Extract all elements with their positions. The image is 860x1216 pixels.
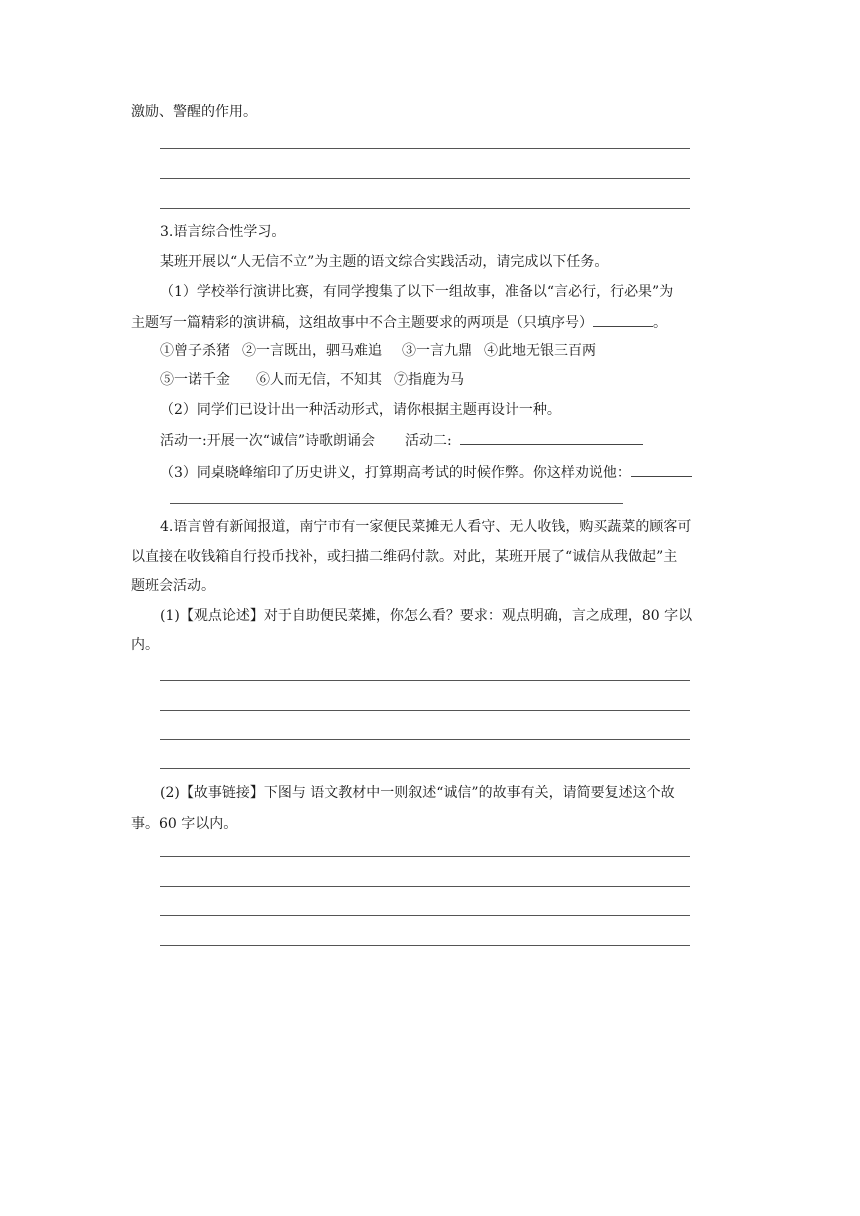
- q3-sub3: （3）同桌晓峰缩印了历史讲义，打算期高考试的时候作弊。你这样劝说他：: [160, 465, 631, 481]
- q3-sub1-line1: （1）学校举行演讲比赛，有同学搜集了以下一组故事，准备以“言必行，行必果”为: [160, 284, 674, 300]
- continued-text: 激励、警醒的作用。: [131, 104, 257, 120]
- q3-sub1-line2-text: 主题写一篇精彩的演讲稿，这组故事中不合主题要求的两项是（只填序号）: [131, 315, 593, 331]
- q4-intro-line3: 题班会活动。: [131, 578, 215, 594]
- answer-line[interactable]: [170, 503, 623, 504]
- answer-line[interactable]: [160, 739, 690, 740]
- answer-line[interactable]: [160, 945, 690, 946]
- q3-sub1-line2: 主题写一篇精彩的演讲稿，这组故事中不合主题要求的两项是（只填序号） 。: [131, 311, 667, 333]
- answer-blank[interactable]: [631, 461, 692, 477]
- activity-2-blank[interactable]: [460, 429, 643, 445]
- option-7: ⑦指鹿为马: [394, 372, 464, 388]
- q3-sub2: （2）同学们已设计出一种活动形式，请你根据主题再设计一种。: [160, 402, 561, 418]
- option-3: ③一言九鼎: [402, 343, 472, 359]
- activity-2-label: 活动二:: [405, 433, 452, 449]
- answer-line[interactable]: [160, 208, 690, 209]
- q4-intro-line2: 以直接在收钱箱自行投币找补，或扫描二维码付款。对此，某班开展了“诚信从我做起”主: [131, 549, 678, 565]
- q4-intro-line1: 4.语言曾有新闻报道，南宁市有一家便民菜摊无人看守、无人收钱，购买蔬菜的顾客可: [160, 519, 692, 535]
- option-6: ⑥人而无信，不知其: [256, 372, 382, 388]
- activity-row: [160, 429, 643, 451]
- answer-line[interactable]: [160, 710, 690, 711]
- options-row-2: [160, 370, 464, 390]
- answer-line[interactable]: [160, 768, 690, 769]
- answer-line[interactable]: [160, 856, 690, 857]
- answer-line[interactable]: [160, 680, 690, 681]
- answer-blank[interactable]: [593, 311, 653, 327]
- option-4: ④此地无银三百两: [484, 343, 596, 359]
- q4-sub1-line2: 内。: [131, 637, 159, 653]
- activity-1: 活动一:开展一次“诚信”诗歌朗诵会: [160, 433, 376, 449]
- q4-sub2-line1: (2)【故事链接】下图与 语文教材中一则叙述“诚信”的故事有关，请简要复述这个故: [160, 785, 675, 801]
- answer-line[interactable]: [160, 915, 690, 916]
- q4-sub1-line1: (1)【观点论述】对于自助便民菜摊，你怎么看？要求：观点明确，言之成理，80 字以: [160, 608, 693, 624]
- answer-line[interactable]: [160, 178, 690, 179]
- option-1: ①曾子杀猪: [160, 343, 230, 359]
- q3-title: 3.语言综合性学习。: [160, 224, 286, 240]
- q4-sub2-line2: 事。60 字以内。: [131, 816, 238, 832]
- options-row-1: [160, 341, 596, 361]
- q3-sub3-row: [160, 461, 692, 483]
- option-2: ②一言既出，驷马难追: [242, 343, 382, 359]
- answer-line[interactable]: [160, 886, 690, 887]
- option-5: ⑤一诺千金: [160, 372, 230, 388]
- q3-intro: 某班开展以“人无信不立”为主题的语文综合实践活动，请完成以下任务。: [160, 254, 609, 270]
- answer-line[interactable]: [160, 148, 690, 149]
